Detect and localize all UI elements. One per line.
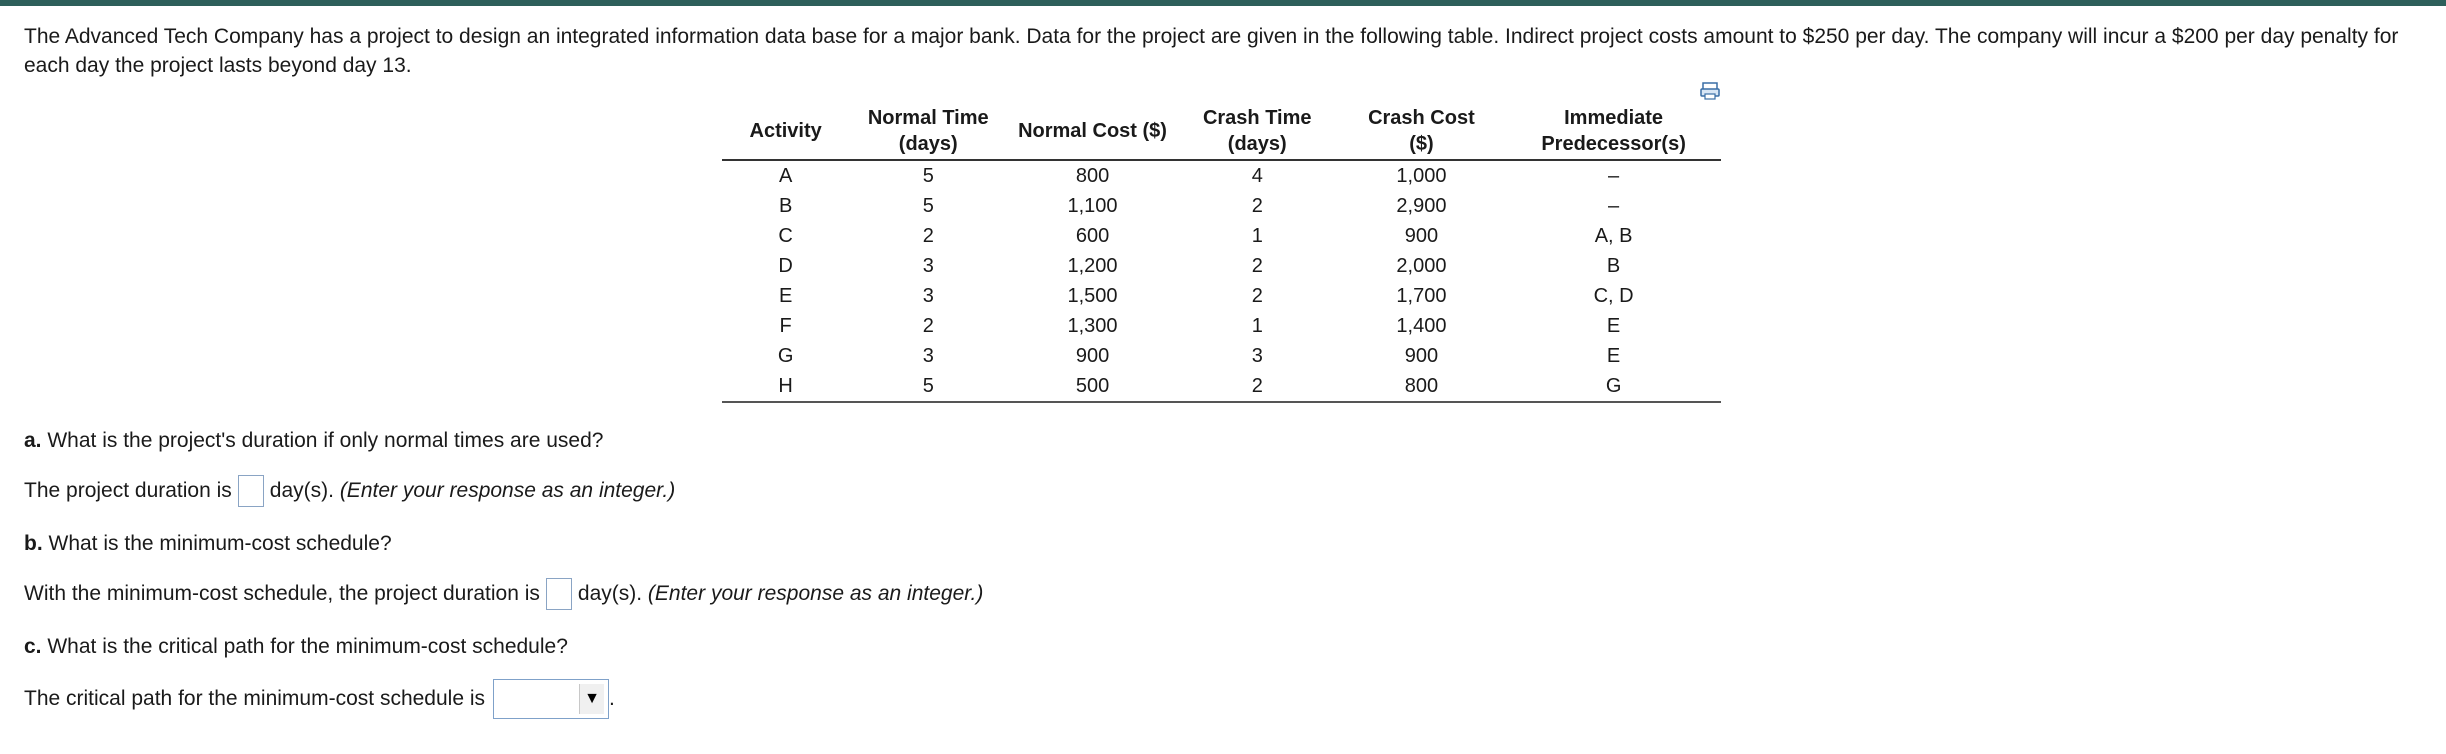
- table-row: B 5 1,100 2 2,900 –: [778, 195, 1620, 217]
- col-crash-cost: Crash Cost ($): [1337, 103, 1507, 160]
- print-icon[interactable]: [1700, 82, 1720, 100]
- problem-statement: The Advanced Tech Company has a project to design an integrated information data base for a major bank. Data for the project are given in the following table. Indirect project costs amount to $250 per day. The company will incur a $200 per day penalty for each day the project lasts beyond day 13.: [24, 25, 2399, 77]
- col-normal-cost: Normal Cost ($): [1007, 103, 1178, 160]
- answer-a-prefix: The project duration is: [24, 479, 232, 502]
- question-c: c. What is the critical path for the minimum-cost schedule?: [24, 635, 568, 658]
- duration-min-cost-input[interactable]: [546, 578, 572, 610]
- col-activity: Activity: [722, 103, 849, 160]
- project-data-table: [722, 103, 1721, 403]
- table-row: F 2 1,300 1 1,400 E: [779, 315, 1621, 337]
- answer-b-hint: (Enter your response as an integer.): [647, 582, 984, 605]
- answer-c-prefix: The critical path for the minimum-cost schedule is: [24, 687, 486, 710]
- answer-c-line: [24, 679, 615, 719]
- answer-b-prefix: With the minimum-cost schedule, the project duration is: [24, 582, 540, 605]
- table-row: C 2 600 1 900 A, B: [778, 225, 1633, 247]
- table-row: A 5 800 4 1,000 –: [778, 165, 1620, 187]
- top-accent-bar: [0, 0, 2446, 6]
- chevron-down-icon[interactable]: ▼: [579, 684, 604, 714]
- answer-b-line: [24, 578, 983, 610]
- answer-b-suffix: day(s).: [577, 582, 643, 605]
- answer-a-suffix: day(s).: [269, 479, 334, 502]
- col-crash-time: Crash Time (days): [1178, 103, 1337, 160]
- critical-path-select[interactable]: [493, 679, 609, 719]
- question-a: a. What is the project's duration if only normal times are used?: [24, 429, 604, 452]
- question-b: b. What is the minimum-cost schedule?: [24, 532, 392, 555]
- table-row: G 3 900 3 900 E: [777, 345, 1621, 367]
- answer-a-hint: (Enter your response as an integer.): [339, 479, 676, 502]
- table-row: E 3 1,500 2 1,700 C, D: [778, 285, 1634, 307]
- table-row: H 5 500 2 800 G: [722, 371, 1721, 402]
- table-header-row: [722, 103, 1721, 160]
- table-row: D 3 1,200 2 2,000 B: [778, 255, 1621, 277]
- duration-normal-input[interactable]: [238, 475, 264, 507]
- answer-c-end: .: [609, 687, 615, 710]
- col-predecessors: Immediate Predecessor(s): [1506, 103, 1721, 160]
- col-normal-time: Normal Time (days): [849, 103, 1007, 160]
- answer-a-line: [24, 475, 675, 507]
